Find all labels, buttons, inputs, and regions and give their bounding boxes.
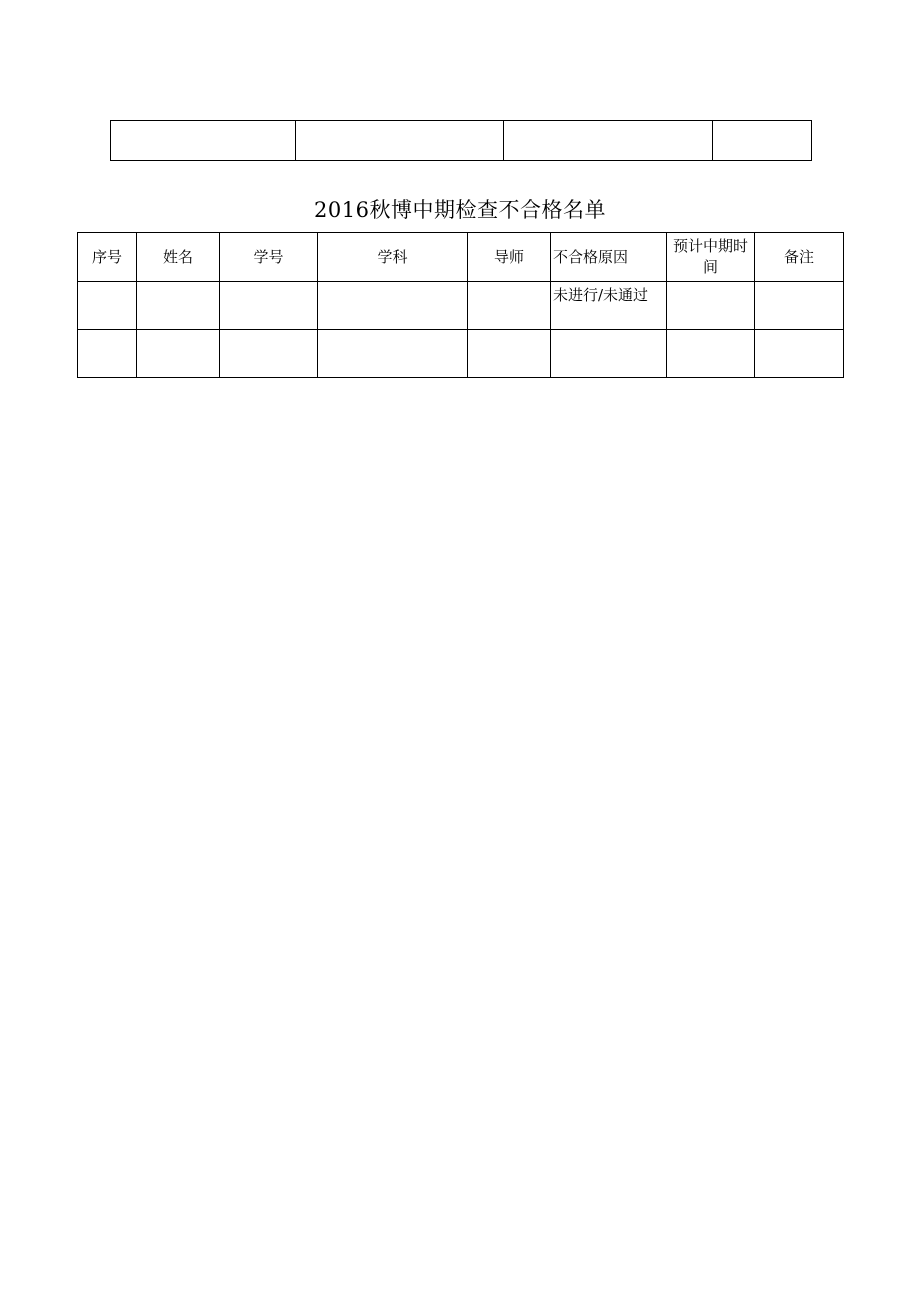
cell-expected-midterm-time xyxy=(667,330,755,378)
cell-remarks xyxy=(755,330,844,378)
cell-name xyxy=(137,282,220,330)
header-failure-reason: 不合格原因 xyxy=(551,233,667,282)
failed-students-table xyxy=(77,232,844,378)
top-blank-row xyxy=(111,121,812,161)
header-expected-midterm-time: 预计中期时间 xyxy=(667,233,755,282)
top-blank-cell xyxy=(296,121,504,161)
top-blank-cell xyxy=(504,121,713,161)
cell-serial-number xyxy=(78,330,137,378)
cell-serial-number xyxy=(78,282,137,330)
cell-failure-reason xyxy=(551,330,667,378)
cell-expected-midterm-time xyxy=(667,282,755,330)
header-remarks: 备注 xyxy=(755,233,844,282)
table-row xyxy=(78,282,844,330)
cell-advisor xyxy=(468,330,551,378)
cell-failure-reason: 未进行/未通过 xyxy=(551,282,667,330)
header-student-id: 学号 xyxy=(220,233,318,282)
top-blank-table xyxy=(110,120,812,161)
table-row xyxy=(78,330,844,378)
header-name: 姓名 xyxy=(137,233,220,282)
cell-remarks xyxy=(755,282,844,330)
table-header-row xyxy=(78,233,844,282)
top-blank-cell xyxy=(111,121,296,161)
header-discipline: 学科 xyxy=(318,233,468,282)
cell-discipline xyxy=(318,282,468,330)
cell-advisor xyxy=(468,282,551,330)
top-blank-cell xyxy=(713,121,812,161)
document-title: 2016秋博中期检查不合格名单 xyxy=(314,198,606,222)
cell-name xyxy=(137,330,220,378)
cell-student-id xyxy=(220,330,318,378)
cell-discipline xyxy=(318,330,468,378)
cell-student-id xyxy=(220,282,318,330)
header-advisor: 导师 xyxy=(468,233,551,282)
header-serial-number: 序号 xyxy=(78,233,137,282)
